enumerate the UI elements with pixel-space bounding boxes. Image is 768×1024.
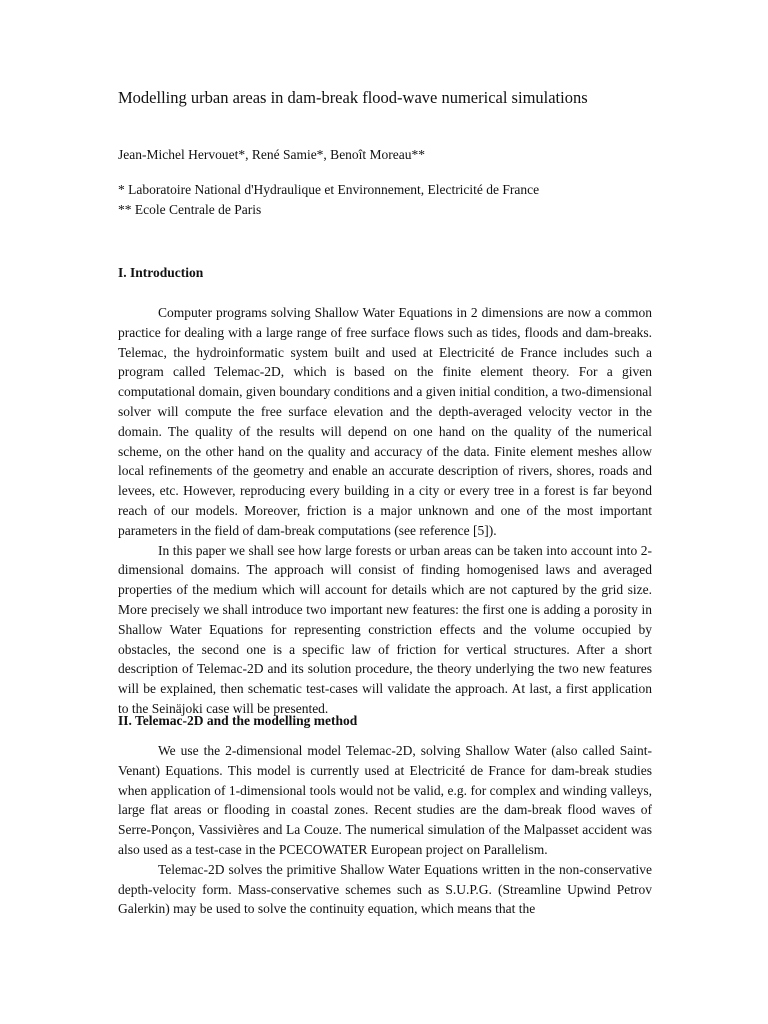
section-body-telemac-2d xyxy=(118,741,652,919)
section-body-introduction xyxy=(118,303,652,719)
affiliations xyxy=(118,180,539,220)
section-heading-telemac-2d: II. Telemac-2D and the modelling method xyxy=(118,713,358,728)
author-list: Jean-Michel Hervouet*, René Samie*, Benoît Moreau** xyxy=(118,147,426,162)
paragraph: Computer programs solving Shallow Water Equations in 2 dimensions are now a common practice for dealing with a large range of free surface flows such as tides, floods and dam-breaks. Telemac, the hydroinformatic system built and used at Electricité de France includes such a program called Telemac-2D, which is based on the finite element theory. For a given computational domain, given boundary conditions and a given initial condition, a two-dimensional solver will compute the free surface elevation and the depth-averaged velocity vector in the domain. The quality of the results will depend on one hand on the quality of the numerical scheme, on the other hand on the quality and accuracy of the data. Finite element meshes allow local refinements of the geometry and enable an accurate description of rivers, shores, roads and levees, etc. However, reproducing every building in a city or every tree in a forest is far beyond reach of our models. Moreover, friction is a major unknown and one of the most important parameters in the field of dam-break computations (see reference [5]). xyxy=(118,305,652,538)
affiliation-1: * Laboratoire National d'Hydraulique et Environnement, Electricité de France xyxy=(118,182,540,197)
affiliation-2: ** Ecole Centrale de Paris xyxy=(118,202,262,217)
paragraph: In this paper we shall see how large forests or urban areas can be taken into account into 2-dimensional domains. The approach will consist of finding homogenised laws and averaged properties of the medium which will account for details which are not captured by the grid size. More precisely we shall introduce two important new features: the first one is adding a porosity in Shallow Water Equations for representing constriction effects and the volume occupied by obstacles, the second one is a specific law of friction for vertical structures. After a short description of Telemac-2D and its solution procedure, the theory underlying the two new features will be explained, then schematic test-cases will validate the approach. At last, a first application to the Seinäjoki case will be presented. xyxy=(118,542,652,716)
paragraph: We use the 2-dimensional model Telemac-2D, solving Shallow Water (also called Saint-Venant) Equations. This model is currently used at Electricité de France for dam-break studies when application of 1-dimensional tools would not be valid, e.g. for complex and winding valleys, large flat areas or flooding in coastal zones. Recent studies are the dam-break flood waves of Serre-Ponçon, Vassivières and La Couze. The numerical simulation of the Malpasset accident was also used as a test-case in the PCECOWATER European project on Parallelism. xyxy=(118,743,652,857)
paragraph: Telemac-2D solves the primitive Shallow Water Equations written in the non-conservative depth-velocity form. Mass-conservative schemes such as S.U.P.G. (Streamline Upwind Petrov Galerkin) may be used to solve the continuity equation, which means that the xyxy=(118,861,652,917)
paper-title: Modelling urban areas in dam-break flood-wave numerical simulations xyxy=(118,88,588,107)
section-heading-introduction: I. Introduction xyxy=(118,265,204,280)
